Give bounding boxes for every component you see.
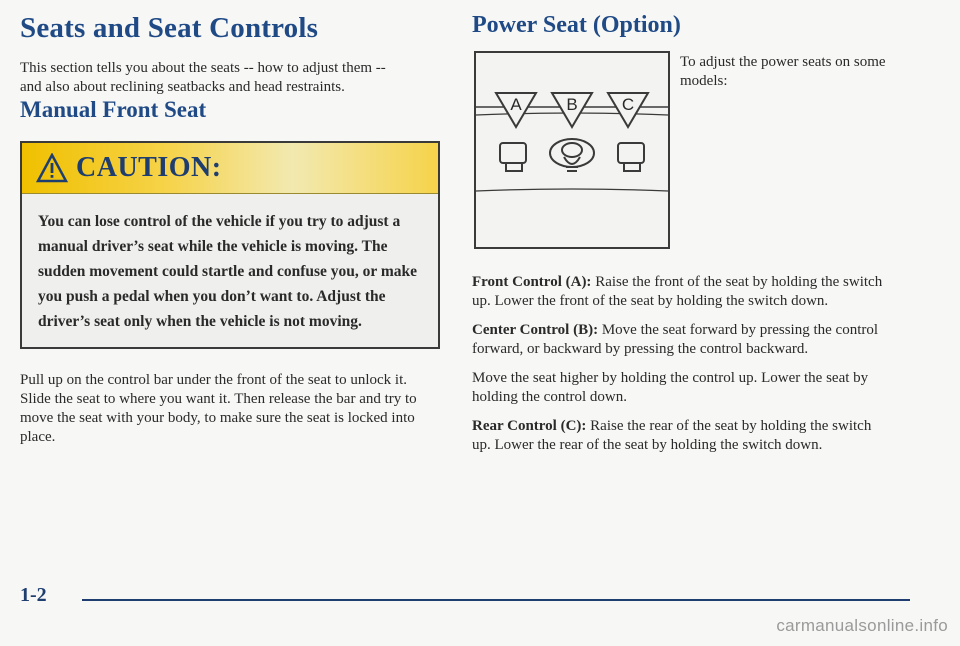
arrow-b-icon bbox=[552, 93, 592, 127]
center-control-text: Move the seat forward by pressing the control forward, or backward by pressing the control backward. bbox=[472, 322, 879, 357]
power-seat-heading: Power Seat (Option) bbox=[472, 12, 681, 38]
front-control-label: Front Control (A): bbox=[472, 274, 592, 290]
move-seat-paragraph: Move the seat higher by holding the control up. Lower the seat by holding the control down. bbox=[472, 370, 869, 405]
caution-body: You can lose control of the vehicle if you try to adjust a manual driver’s seat while the vehicle is moving. The sudden movement could startle and confuse you, or make you push a pedal when you don’t want to. Adjust the driver’s seat only when the vehicle is not moving. bbox=[38, 213, 418, 330]
page-footer bbox=[20, 584, 896, 614]
caution-box bbox=[20, 141, 440, 349]
watermark: carmanualsonline.info bbox=[776, 616, 948, 635]
power-seat-diagram bbox=[476, 53, 668, 247]
rear-control-label: Rear Control (C): bbox=[472, 418, 587, 434]
page-number: 1-2 bbox=[20, 584, 47, 606]
footer-rule bbox=[82, 599, 910, 601]
intro-paragraph: This section tells you about the seats -- how to adjust them -- and also about reclining seatbacks and head restraints. bbox=[20, 60, 386, 95]
manual-front-seat-heading: Manual Front Seat bbox=[20, 97, 207, 122]
left-column bbox=[20, 12, 450, 447]
rear-switch-icon bbox=[618, 143, 644, 171]
front-switch-icon bbox=[500, 143, 526, 171]
front-control-text: Raise the front of the seat by holding the switch up. Lower the front of the seat by holding the switch down. bbox=[472, 274, 883, 309]
arrow-c-icon bbox=[608, 93, 648, 127]
rear-control-text: Raise the rear of the seat by holding the switch up. Lower the rear of the seat by holding the switch down. bbox=[472, 418, 872, 453]
warning-triangle-icon bbox=[36, 153, 68, 183]
figure-row bbox=[472, 51, 912, 249]
arrow-a-icon bbox=[496, 93, 536, 127]
caution-title: CAUTION: bbox=[76, 152, 222, 183]
power-seat-controls-figure bbox=[474, 51, 670, 249]
center-control-icon bbox=[550, 139, 594, 171]
label-b: B bbox=[566, 95, 578, 114]
caution-label bbox=[36, 152, 222, 184]
center-control-label: Center Control (B): bbox=[472, 322, 599, 338]
label-a: A bbox=[510, 95, 522, 114]
page-title: Seats and Seat Controls bbox=[20, 12, 319, 44]
right-column bbox=[472, 12, 912, 455]
center-control-paragraph bbox=[472, 321, 892, 359]
figure-caption: To adjust the power seats on some models: bbox=[680, 54, 886, 89]
label-c: C bbox=[621, 95, 635, 114]
rear-control-paragraph bbox=[472, 417, 892, 455]
manual-seat-instructions: Pull up on the control bar under the front of the seat to unlock it. Slide the seat to where you want it. Then release the bar and try to move the seat with your body, to make sure the seat is locked into place. bbox=[20, 372, 417, 445]
front-control-paragraph bbox=[472, 273, 892, 311]
